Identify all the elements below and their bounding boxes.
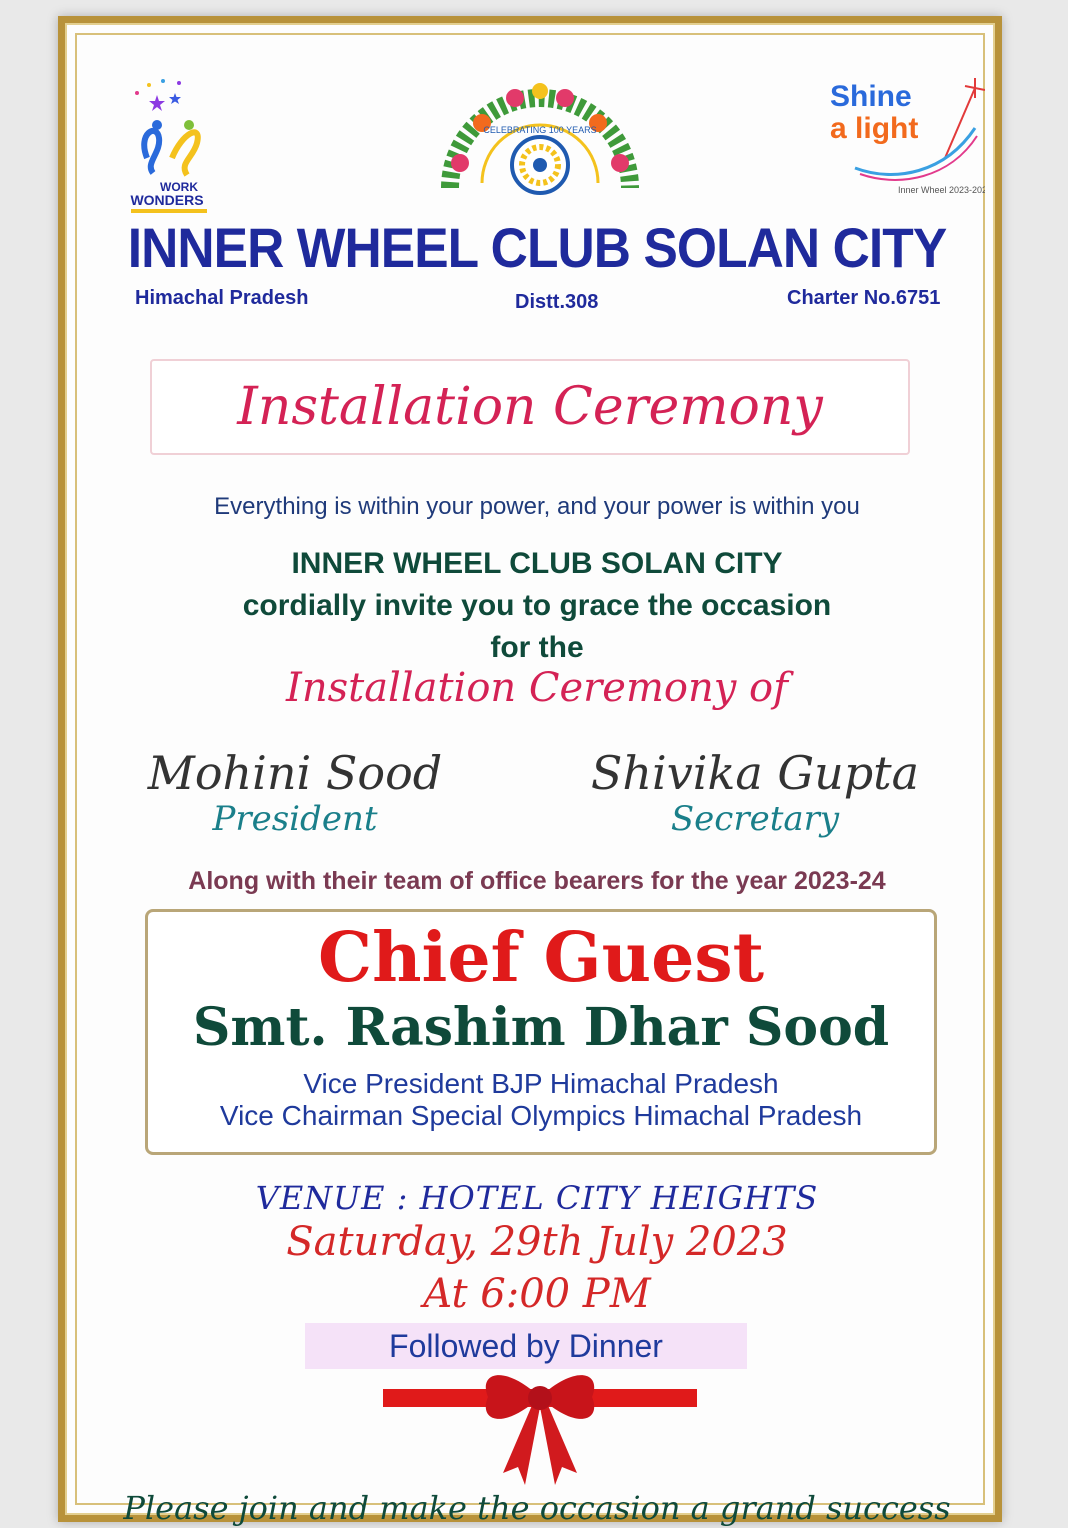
- team-line: Along with their team of office bearers for the year 2023-24: [188, 867, 886, 895]
- event-date: Saturday, 29th July 2023: [286, 1219, 788, 1265]
- chief-guest-heading: Chief Guest: [317, 918, 765, 998]
- svg-text:Inner Wheel 2023-2024: Inner Wheel 2023-2024: [897, 185, 985, 195]
- chief-guest-position-2: Vice Chairman Special Olympics Himachal Pradesh: [219, 1100, 863, 1131]
- svg-text:WONDERS: WONDERS: [130, 192, 204, 208]
- state-label: Himachal Pradesh: [135, 287, 309, 309]
- work-wonders-logo: [127, 63, 217, 213]
- secretary-block: [565, 747, 945, 839]
- shine-a-light-icon: [825, 68, 985, 198]
- svg-text:a light: a light: [830, 112, 919, 145]
- secretary-name: Shivika Gupta: [590, 746, 920, 800]
- svg-text:WORK: WORK: [160, 180, 198, 194]
- club-title: INNER WHEEL CLUB SOLAN CITY: [127, 216, 947, 279]
- secretary-role: Secretary: [670, 799, 840, 839]
- shine-a-light-logo: [825, 68, 985, 198]
- ribbon-bow-icon: [383, 1363, 697, 1489]
- invitation-line-4: Installation Ceremony of: [286, 665, 788, 711]
- svg-text:Shine: Shine: [830, 80, 912, 113]
- invitation-line-2: cordially invite you to grace the occasion: [242, 589, 832, 622]
- centenary-emblem: [440, 73, 640, 203]
- closing-text: Please join and make the occasion a grand success: [123, 1489, 951, 1527]
- motto-text: Everything is within your power, and your power is within you: [214, 493, 860, 520]
- svg-text:CELEBRATING 100 YEARS: CELEBRATING 100 YEARS: [483, 125, 597, 135]
- work-wonders-icon: [127, 63, 217, 213]
- invitation-card: [58, 16, 1002, 1527]
- charter-label: Charter No.6751: [787, 287, 941, 309]
- president-role: President: [212, 799, 378, 839]
- invitation-line-3: for the: [490, 631, 584, 664]
- chief-guest-position-1: Vice President BJP Himachal Pradesh: [303, 1068, 779, 1099]
- invitation-line-1: INNER WHEEL CLUB SOLAN CITY: [291, 547, 783, 580]
- celebrating-100-years-icon: [440, 73, 640, 203]
- district-label: Distt.308: [515, 291, 599, 313]
- venue-text: VENUE : HOTEL CITY HEIGHTS: [255, 1179, 819, 1217]
- president-block: [105, 747, 485, 839]
- invitation-text: [65, 543, 1009, 669]
- dinner-note: Followed by Dinner: [305, 1323, 747, 1369]
- ceremony-title-box: Installation Ceremony: [150, 359, 910, 455]
- event-time: At 6:00 PM: [423, 1271, 651, 1317]
- chief-guest-name: Smt. Rashim Dhar Sood: [192, 997, 890, 1058]
- president-name: Mohini Sood: [147, 746, 443, 800]
- chief-guest-box: [145, 909, 937, 1155]
